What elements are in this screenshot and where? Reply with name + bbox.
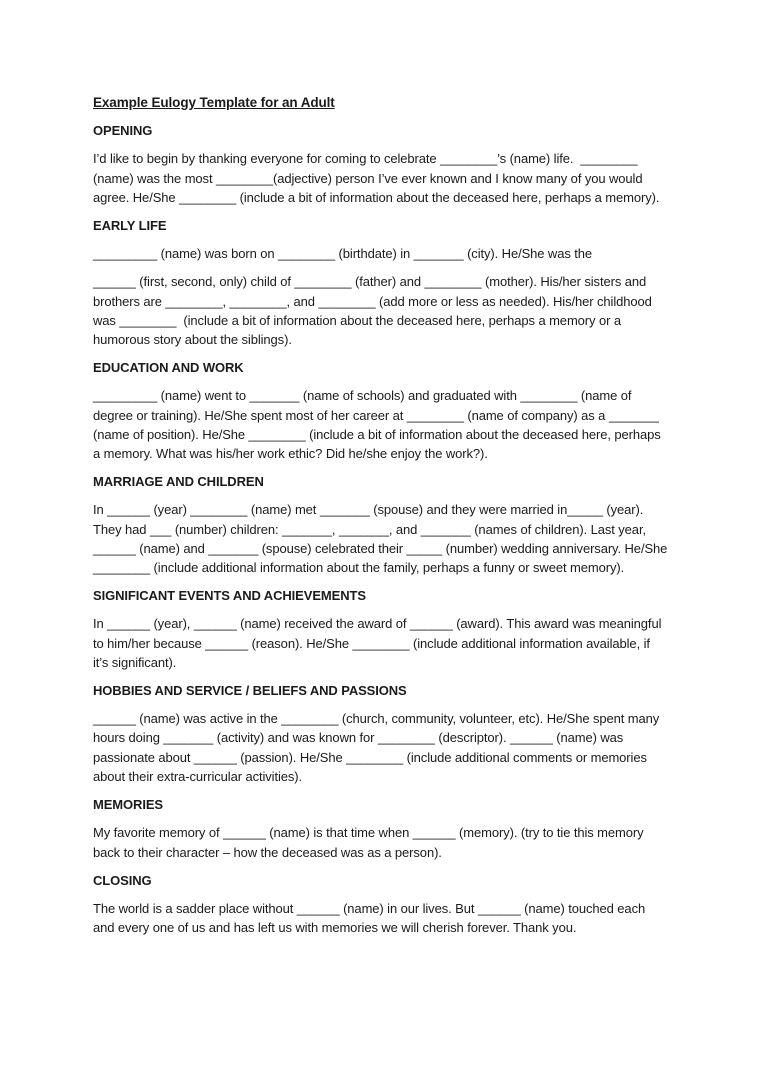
- text-line: back to their character – how the deceased was as a person).: [93, 844, 442, 860]
- paragraph: [93, 386, 693, 463]
- text-line: ______ (first, second, only) child of ________ (father) and ________ (mother). His/her sisters and: [93, 274, 647, 290]
- paragraph: [93, 823, 693, 861]
- section-heading-6: MEMORIES: [93, 797, 163, 813]
- document-title: Example Eulogy Template for an Adult: [93, 95, 335, 110]
- text-line: was ________ (include a bit of information about the deceased here, perhaps a memory or a: [93, 312, 621, 328]
- paragraph: [93, 244, 693, 263]
- document-content: [93, 93, 693, 946]
- text-line: ______ (name) was active in the ________ (church, community, volunteer, etc). He/She spent many: [93, 711, 660, 727]
- text-line: ______ (name) and _______ (spouse) celebrated their _____ (number) wedding anniversary. He/She: [93, 540, 668, 556]
- text-line: and every one of us and has left us with memories we will cherish forever. Thank you.: [93, 920, 577, 936]
- section-heading-1: EARLY LIFE: [93, 218, 167, 234]
- paragraph: [93, 899, 693, 937]
- section-heading-3: MARRIAGE AND CHILDREN: [93, 474, 264, 490]
- section-heading-2: EDUCATION AND WORK: [93, 360, 244, 376]
- text-line: In ______ (year), ______ (name) received the award of ______ (award). This award was meaningful: [93, 616, 662, 632]
- document-sections: [93, 121, 693, 937]
- paragraph: [93, 709, 693, 786]
- text-line: agree. He/She ________ (include a bit of information about the deceased here, perhaps a memory).: [93, 189, 660, 205]
- text-line: _________ (name) went to _______ (name of schools) and graduated with ________ (name of: [93, 388, 632, 404]
- text-line: They had ___ (number) children: _______, _______, and _______ (names of children). Last year,: [93, 521, 646, 537]
- text-line: (name of position). He/She ________ (include a bit of information about the deceased here, perhaps: [93, 426, 661, 442]
- text-line: to him/her because ______ (reason). He/She ________ (include additional information available, if: [93, 635, 650, 651]
- text-line: My favorite memory of ______ (name) is that time when ______ (memory). (try to tie this memory: [93, 825, 644, 841]
- section-heading-4: SIGNIFICANT EVENTS AND ACHIEVEMENTS: [93, 588, 366, 604]
- section-heading-7: CLOSING: [93, 872, 152, 888]
- section-heading-5: HOBBIES AND SERVICE / BELIEFS AND PASSIONS: [93, 683, 407, 699]
- paragraph: [93, 149, 693, 207]
- text-line: a memory. What was his/her work ethic? Did he/she enjoy the work?).: [93, 446, 488, 462]
- text-line: passionate about ______ (passion). He/She ________ (include additional comments or memories: [93, 749, 647, 765]
- text-line: degree or training). He/She spent most of her career at ________ (name of company) as a _______: [93, 407, 659, 423]
- text-line: brothers are ________, ________, and ________ (add more or less as needed). His/her childhood: [93, 293, 652, 309]
- text-line: (name) was the most ________(adjective) person I’ve ever known and I know many of you would: [93, 170, 643, 186]
- text-line: about their extra-curricular activities).: [93, 768, 303, 784]
- paragraph: [93, 272, 693, 349]
- text-line: I’d like to begin by thanking everyone for coming to celebrate ________’s (name) life. ________: [93, 151, 638, 167]
- text-line: In ______ (year) ________ (name) met _______ (spouse) and they were married in_____ (year).: [93, 502, 644, 518]
- text-line: it’s significant).: [93, 654, 177, 670]
- text-line: humorous story about the siblings).: [93, 332, 292, 348]
- text-line: The world is a sadder place without ______ (name) in our lives. But ______ (name) touched each: [93, 900, 646, 916]
- section-heading-0: OPENING: [93, 123, 153, 139]
- paragraph: [93, 500, 693, 577]
- text-line: hours doing _______ (activity) and was known for ________ (descriptor). ______ (name) was: [93, 730, 624, 746]
- text-line: ________ (include additional information about the family, perhaps a funny or sweet memory).: [93, 560, 625, 576]
- text-line: _________ (name) was born on ________ (birthdate) in _______ (city). He/She was the: [93, 246, 593, 262]
- paragraph: [93, 614, 693, 672]
